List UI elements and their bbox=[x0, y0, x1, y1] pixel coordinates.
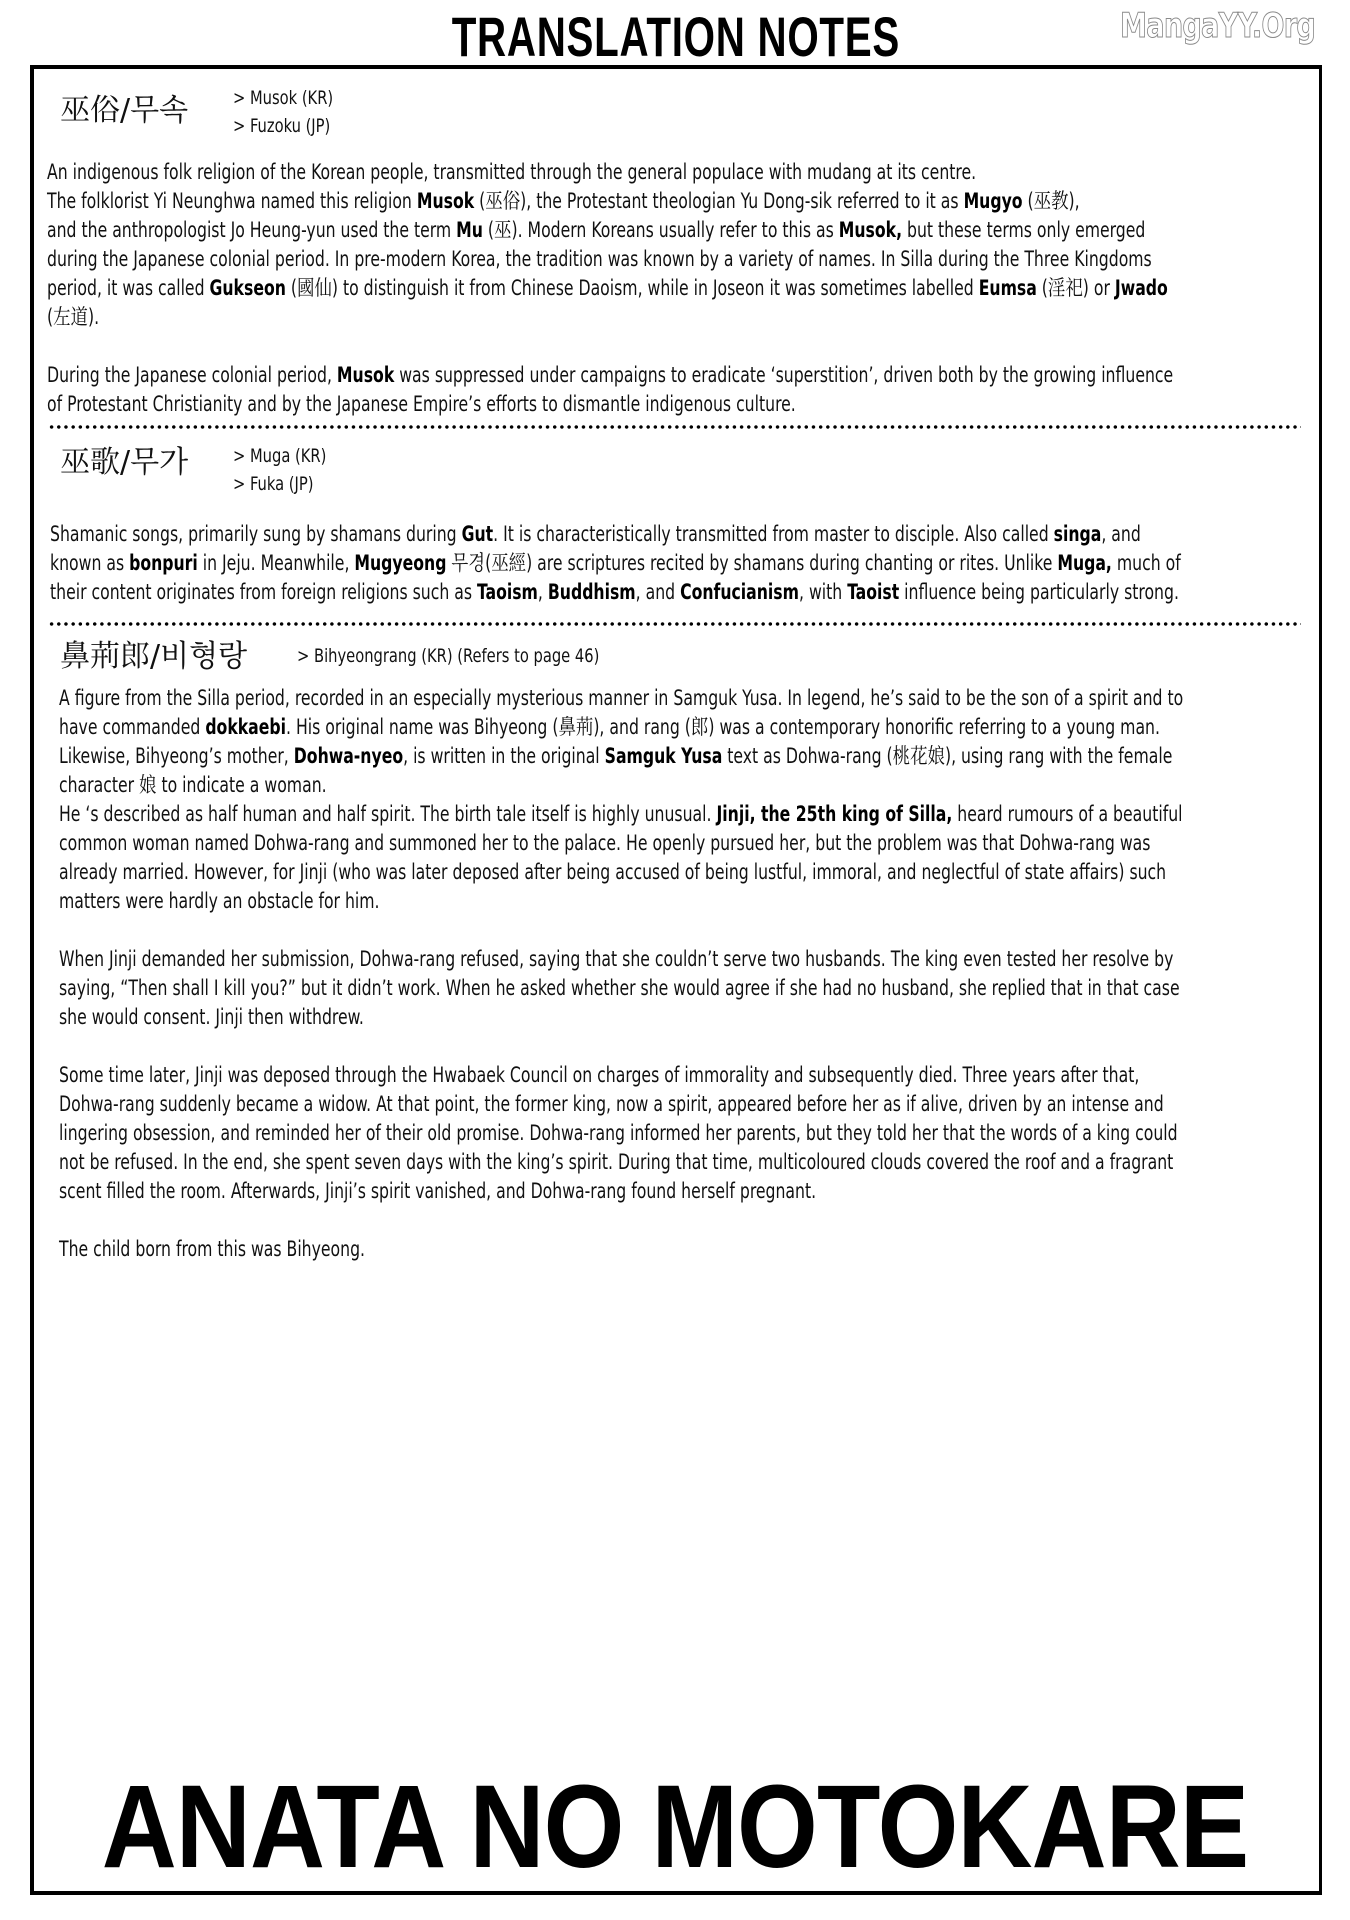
body-text-line bbox=[47, 274, 1168, 303]
text-run: period, it was called bbox=[47, 276, 210, 300]
text-run: (巫教), bbox=[1022, 189, 1080, 213]
bold-term: Mu bbox=[456, 218, 483, 242]
body-text-line bbox=[59, 800, 1183, 829]
body-text-line bbox=[47, 390, 796, 419]
bold-term: singa bbox=[1053, 522, 1102, 546]
bold-term: Taoist bbox=[847, 580, 900, 604]
bold-term: Gukseon bbox=[209, 276, 286, 300]
text-run: (淫祀) or bbox=[1036, 276, 1115, 300]
text-run: , bbox=[537, 580, 548, 604]
text-run: A figure from the Silla period, recorded in an especially mysterious manner in Samguk Yusa. In legend, he’s said to be the son of a spirit and to bbox=[59, 686, 1184, 710]
bold-term: Jinji, the 25th king of Silla, bbox=[716, 802, 953, 826]
body-text-line bbox=[47, 361, 1173, 390]
body-text-line bbox=[59, 1119, 1178, 1148]
text-run: Likewise, Bihyeong’s mother, bbox=[59, 744, 294, 768]
body-text-line bbox=[59, 887, 380, 916]
reading-kr: > Musok (KR) bbox=[233, 87, 334, 109]
text-run: Shamanic songs, primarily sung by shamans during bbox=[50, 522, 462, 546]
text-run: When Jinji demanded her submission, Dohwa-rang refused, saying that she couldn’t serve two husbands. The king even tested her resolve by bbox=[59, 947, 1174, 971]
body-text-line bbox=[50, 549, 1181, 578]
text-run: scent filled the room. Afterwards, Jinji’s spirit vanished, and Dohwa-rang found herself pregnant. bbox=[59, 1179, 817, 1203]
text-run: of Protestant Christianity and by the Japanese Empire’s efforts to dismantle indigenous culture. bbox=[47, 392, 796, 416]
series-title: ANATA NO MOTOKARE bbox=[101, 1761, 1249, 1893]
body-text-line bbox=[50, 520, 1141, 549]
body-text-line bbox=[59, 742, 1172, 771]
bold-term: Confucianism bbox=[680, 580, 799, 604]
text-run: 무경(巫經) are scriptures recited by shamans during chanting or rites. Unlike bbox=[446, 551, 1058, 575]
text-run: During the Japanese colonial period, bbox=[47, 363, 337, 387]
body-text-line bbox=[59, 771, 327, 800]
bold-term: dokkaebi bbox=[205, 715, 286, 739]
body-text-line bbox=[47, 216, 1145, 245]
bold-term: Musok bbox=[416, 189, 475, 213]
text-run: already married. However, for Jinji (who was later deposed after being accused of being lustful, immoral, and neglectful of state affairs) such bbox=[59, 860, 1167, 884]
body-text-line bbox=[50, 578, 1179, 607]
text-run: , with bbox=[798, 580, 848, 604]
reading-kr: > Muga (KR) bbox=[233, 445, 327, 467]
text-run: she would consent. Jinji then withdrew. bbox=[59, 1005, 364, 1029]
bold-term: Gut bbox=[461, 522, 494, 546]
body-text-line bbox=[59, 1235, 365, 1264]
bold-term: Buddhism bbox=[547, 580, 636, 604]
text-run: saying, “Then shall I kill you?” but it didn’t work. When he asked whether she would agree if she had no husband, she replied that in that case bbox=[59, 976, 1180, 1000]
section-3-readings bbox=[297, 642, 649, 670]
body-text-line bbox=[59, 1090, 1164, 1119]
body-text-line bbox=[47, 245, 1152, 274]
bold-term: bonpuri bbox=[129, 551, 198, 575]
bold-term: Dohwa-nyeo bbox=[293, 744, 404, 768]
text-run: known as bbox=[50, 551, 130, 575]
body-text-line bbox=[59, 945, 1173, 974]
text-run: and the anthropologist Jo Heung-yun used the term bbox=[47, 218, 457, 242]
section-2-readings bbox=[233, 442, 342, 498]
text-run: , and bbox=[1101, 522, 1141, 546]
text-run: character 娘 to indicate a woman. bbox=[59, 773, 327, 797]
text-run: heard rumours of a beautiful bbox=[952, 802, 1183, 826]
section-1-heading: 巫俗/무속 bbox=[60, 93, 189, 128]
text-run: influence being particularly strong. bbox=[899, 580, 1179, 604]
text-run: lingering obsession, and reminded her of their old promise. Dohwa-rang informed her parents, but they told her that the words of a king could bbox=[59, 1121, 1178, 1145]
bold-term: Mugyo bbox=[963, 189, 1023, 213]
section-1-readings bbox=[233, 84, 349, 140]
text-run: matters were hardly an obstacle for him. bbox=[59, 889, 380, 913]
watermark-logo: MangaYY.Org bbox=[1120, 6, 1316, 46]
bold-term: Jwado bbox=[1114, 276, 1168, 300]
text-run: The folklorist Yi Neunghwa named this religion bbox=[47, 189, 417, 213]
body-text-line bbox=[47, 303, 99, 332]
text-run: in Jeju. Meanwhile, bbox=[197, 551, 355, 575]
text-run: (國仙) to distinguish it from Chinese Daoism, while in Joseon it was sometimes labelled bbox=[285, 276, 979, 300]
text-run: during the Japanese colonial period. In pre-modern Korea, the tradition was known by a variety of names. In Silla during the Three Kingdoms bbox=[47, 247, 1152, 271]
text-run: . It is characteristically transmitted from master to disciple. Also called bbox=[493, 522, 1054, 546]
section-2-heading: 巫歌/무가 bbox=[60, 445, 189, 480]
body-text-line bbox=[59, 713, 1160, 742]
body-text-line bbox=[59, 829, 1150, 858]
reading-jp: > Fuzoku (JP) bbox=[233, 115, 331, 137]
text-run: but these terms only emerged bbox=[902, 218, 1146, 242]
text-run: have commanded bbox=[59, 715, 206, 739]
text-run: , is written in the original bbox=[403, 744, 605, 768]
text-run: common woman named Dohwa-rang and summoned her to the palace. He openly pursued her, but the problem was that Dohwa-rang was bbox=[59, 831, 1151, 855]
bold-term: Eumsa bbox=[978, 276, 1037, 300]
bold-term: Mugyeong bbox=[354, 551, 447, 575]
reading-jp: > Fuka (JP) bbox=[233, 473, 314, 495]
bold-term: Muga, bbox=[1057, 551, 1112, 575]
body-text-line bbox=[59, 858, 1166, 887]
body-text-line bbox=[59, 1177, 816, 1206]
text-run: much of bbox=[1111, 551, 1181, 575]
text-run: , and bbox=[635, 580, 681, 604]
text-run: The child born from this was Bihyeong. bbox=[59, 1237, 366, 1261]
body-text-line bbox=[59, 684, 1183, 713]
text-run: was suppressed under campaigns to eradicate ‘superstition’, driven both by the growing influence bbox=[394, 363, 1174, 387]
text-run: text as Dohwa-rang (桃花娘), using rang with the female bbox=[722, 744, 1173, 768]
divider-dotted bbox=[48, 622, 1301, 626]
text-run: Dohwa-rang suddenly became a widow. At that point, the former king, now a spirit, appeared before her as if alive, driven by an intense and bbox=[59, 1092, 1164, 1116]
text-run: not be refused. In the end, she spent seven days with the king’s spirit. During that time, multicoloured clouds covered the roof and a fragrant bbox=[59, 1150, 1174, 1174]
body-text-line bbox=[59, 974, 1180, 1003]
page-title: TRANSLATION NOTES bbox=[451, 5, 900, 68]
bold-term: Musok bbox=[336, 363, 395, 387]
section-3-heading: 鼻荊郎/비형랑 bbox=[60, 639, 248, 674]
divider-dotted bbox=[48, 425, 1301, 429]
text-run: (巫俗), the Protestant theologian Yu Dong-sik referred to it as bbox=[474, 189, 964, 213]
text-run: He ‘s described as half human and half spirit. The birth tale itself is highly unusual. bbox=[59, 802, 717, 826]
reading-kr: > Bihyeongrang (KR) (Refers to page 46) bbox=[297, 645, 600, 667]
text-run: An indigenous folk religion of the Korean people, transmitted through the general populace with mudang at its centre. bbox=[47, 160, 977, 184]
text-run: . His original name was Bihyeong (鼻荊), and rang (郎) was a contemporary honorific referring to a young man. bbox=[285, 715, 1160, 739]
bold-term: Musok, bbox=[838, 218, 903, 242]
text-run: (巫). Modern Koreans usually refer to this as bbox=[482, 218, 839, 242]
body-text-line bbox=[59, 1148, 1173, 1177]
body-text-line bbox=[59, 1061, 1139, 1090]
bold-term: Taoism bbox=[477, 580, 538, 604]
bold-term: Samguk Yusa bbox=[604, 744, 723, 768]
body-text-line bbox=[47, 187, 1080, 216]
text-run: (左道). bbox=[47, 305, 100, 329]
text-run: their content originates from foreign religions such as bbox=[50, 580, 478, 604]
body-text-line bbox=[47, 158, 976, 187]
body-text-line bbox=[59, 1003, 364, 1032]
text-run: Some time later, Jinji was deposed through the Hwabaek Council on charges of immorality and subsequently died. Three years after that, bbox=[59, 1063, 1140, 1087]
